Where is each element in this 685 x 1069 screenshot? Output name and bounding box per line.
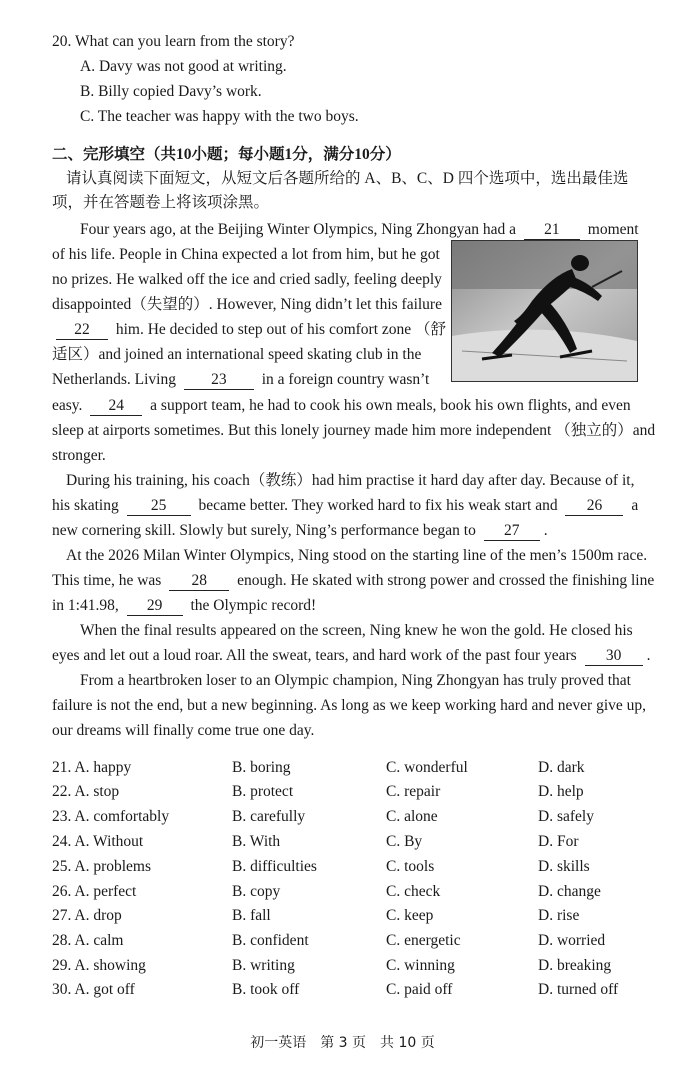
passage-line: disappointed（失望的）. However, Ning didn’t let this failure	[52, 296, 442, 313]
option-c: C. repair	[386, 783, 441, 800]
text-span: .	[543, 522, 548, 539]
options-row-22	[52, 780, 652, 804]
text-span: eyes and let out a loud roar. All the sweat, tears, and hard work of the past four years	[52, 647, 577, 664]
options-row-25	[52, 855, 652, 879]
blank-22: 22	[56, 321, 108, 340]
option-d: D. help	[538, 783, 584, 800]
option-b: B. writing	[232, 957, 295, 974]
question-20-option-c: C. The teacher was happy with the two boys.	[80, 108, 359, 125]
passage-line: When the final results appeared on the screen, Ning knew he won the gold. He closed his	[80, 622, 633, 639]
text-span: new cornering skill. Slowly but surely, Ning’s performance began to	[52, 522, 476, 539]
option-b: B. fall	[232, 907, 271, 924]
text-span: moment	[587, 221, 639, 238]
passage-line	[52, 368, 429, 392]
option-c: C. check	[386, 883, 441, 900]
text-span: a support team, he had to cook his own meals, book his own flights, and even	[150, 397, 631, 414]
option-a: 27. A. drop	[52, 907, 122, 924]
option-a: 22. A. stop	[52, 783, 120, 800]
text-span: .	[646, 647, 651, 664]
option-a: 24. A. Without	[52, 833, 144, 850]
passage-line	[52, 644, 650, 668]
option-d: D. rise	[538, 907, 580, 924]
options-row-27	[52, 904, 652, 928]
question-20: 20. What can you learn from the story?	[52, 33, 295, 50]
blank-30: 30	[585, 647, 643, 666]
option-c: C. energetic	[386, 932, 461, 949]
option-a: 25. A. problems	[52, 858, 152, 875]
blank-25: 25	[127, 497, 191, 516]
passage-line: failure is not the end, but a new beginning. As long as we keep working hard and never give up,	[52, 697, 647, 714]
passage-line	[52, 494, 638, 518]
passage-line	[52, 569, 654, 593]
option-c: C. keep	[386, 907, 434, 924]
option-d: D. skills	[538, 858, 590, 875]
option-d: D. turned off	[538, 981, 619, 998]
speed-skater-photo	[451, 240, 638, 382]
passage-line: From a heartbroken loser to an Olympic champion, Ning Zhongyan has truly proved that	[80, 672, 631, 689]
option-c: C. winning	[386, 957, 455, 974]
passage-line: 适区）and joined an international speed skating club in the	[52, 346, 422, 363]
option-d: D. For	[538, 833, 579, 850]
text-span: Netherlands. Living	[52, 371, 176, 388]
option-a: 28. A. calm	[52, 932, 124, 949]
option-b: B. difficulties	[232, 858, 317, 875]
section-instruction-1: 请认真阅读下面短文，从短文后各题所给的 A、B、C、D 四个选项中，选出最佳选	[66, 170, 629, 187]
passage-line	[52, 594, 316, 618]
blank-28: 28	[169, 572, 229, 591]
passage-line	[52, 318, 446, 342]
section-title: 二、完形填空（共10小题；每小题1分，满分10分）	[52, 146, 401, 163]
options-row-30	[52, 978, 652, 1002]
passage-line: At the 2026 Milan Winter Olympics, Ning stood on the starting line of the men’s 1500m race.	[66, 547, 648, 564]
options-row-28	[52, 929, 652, 953]
options-row-26	[52, 880, 652, 904]
text-span: became better. They worked hard to fix his weak start and	[198, 497, 558, 514]
option-a: 21. A. happy	[52, 759, 132, 776]
option-b: B. copy	[232, 883, 281, 900]
blank-21: 21	[524, 221, 580, 240]
options-row-24	[52, 830, 652, 854]
blank-29: 29	[127, 597, 183, 616]
option-b: B. confident	[232, 932, 309, 949]
blank-24: 24	[90, 397, 142, 416]
option-a: 23. A. comfortably	[52, 808, 170, 825]
page-footer: 初一英语 第 3 页 共 10 页	[250, 1035, 435, 1051]
section-instruction-2: 项，并在答题卷上将该项涂黑。	[52, 194, 270, 211]
passage-line: of his life. People in China expected a lot from him, but he got	[52, 246, 440, 263]
text-span: in 1:41.98,	[52, 597, 119, 614]
option-c: C. alone	[386, 808, 438, 825]
options-row-29	[52, 954, 652, 978]
option-b: B. protect	[232, 783, 294, 800]
blank-27: 27	[484, 522, 540, 541]
text-span: the Olympic record!	[190, 597, 317, 614]
option-b: B. boring	[232, 759, 291, 776]
option-b: B. carefully	[232, 808, 306, 825]
passage-line: sleep at airports sometimes. But this lonely journey made him more independent （独立的）and	[52, 422, 656, 439]
text-span: enough. He skated with strong power and crossed the finishing line	[237, 572, 655, 589]
blank-26: 26	[565, 497, 623, 516]
option-b: B. took off	[232, 981, 300, 998]
text-span: his skating	[52, 497, 119, 514]
passage-line	[80, 218, 639, 242]
text-span: This time, he was	[52, 572, 162, 589]
passage-line	[52, 394, 631, 418]
passage-line: stronger.	[52, 447, 106, 464]
options-row-21	[52, 756, 652, 780]
text-span: him. He decided to step out of his comfort zone （舒	[115, 321, 447, 338]
passage-line: no prizes. He walked off the ice and cried sadly, feeling deeply	[52, 271, 442, 288]
text-span: in a foreign country wasn’t	[261, 371, 430, 388]
text-span: easy.	[52, 397, 83, 414]
text-span: Four years ago, at the Beijing Winter Olympics, Ning Zhongyan had a	[80, 221, 517, 238]
text-span: a	[631, 497, 639, 514]
option-d: D. safely	[538, 808, 594, 825]
option-a: 26. A. perfect	[52, 883, 137, 900]
blank-23: 23	[184, 371, 254, 390]
option-c: C. paid off	[386, 981, 453, 998]
option-c: C. tools	[386, 858, 435, 875]
option-b: B. With	[232, 833, 281, 850]
option-c: C. wonderful	[386, 759, 468, 776]
option-a: 29. A. showing	[52, 957, 146, 974]
passage-line: our dreams will finally come true one day.	[52, 722, 315, 739]
option-d: D. change	[538, 883, 601, 900]
option-d: D. breaking	[538, 957, 612, 974]
option-d: D. worried	[538, 932, 606, 949]
option-d: D. dark	[538, 759, 585, 776]
passage-line	[52, 519, 548, 543]
question-20-option-b: B. Billy copied Davy’s work.	[80, 83, 262, 100]
options-row-23	[52, 805, 652, 829]
speed-skater-icon	[452, 241, 637, 381]
passage-line: During his training, his coach（教练）had him practise it hard day after day. Because of it,	[66, 472, 635, 489]
question-20-option-a: A. Davy was not good at writing.	[80, 58, 287, 75]
option-c: C. By	[386, 833, 423, 850]
option-a: 30. A. got off	[52, 981, 135, 998]
